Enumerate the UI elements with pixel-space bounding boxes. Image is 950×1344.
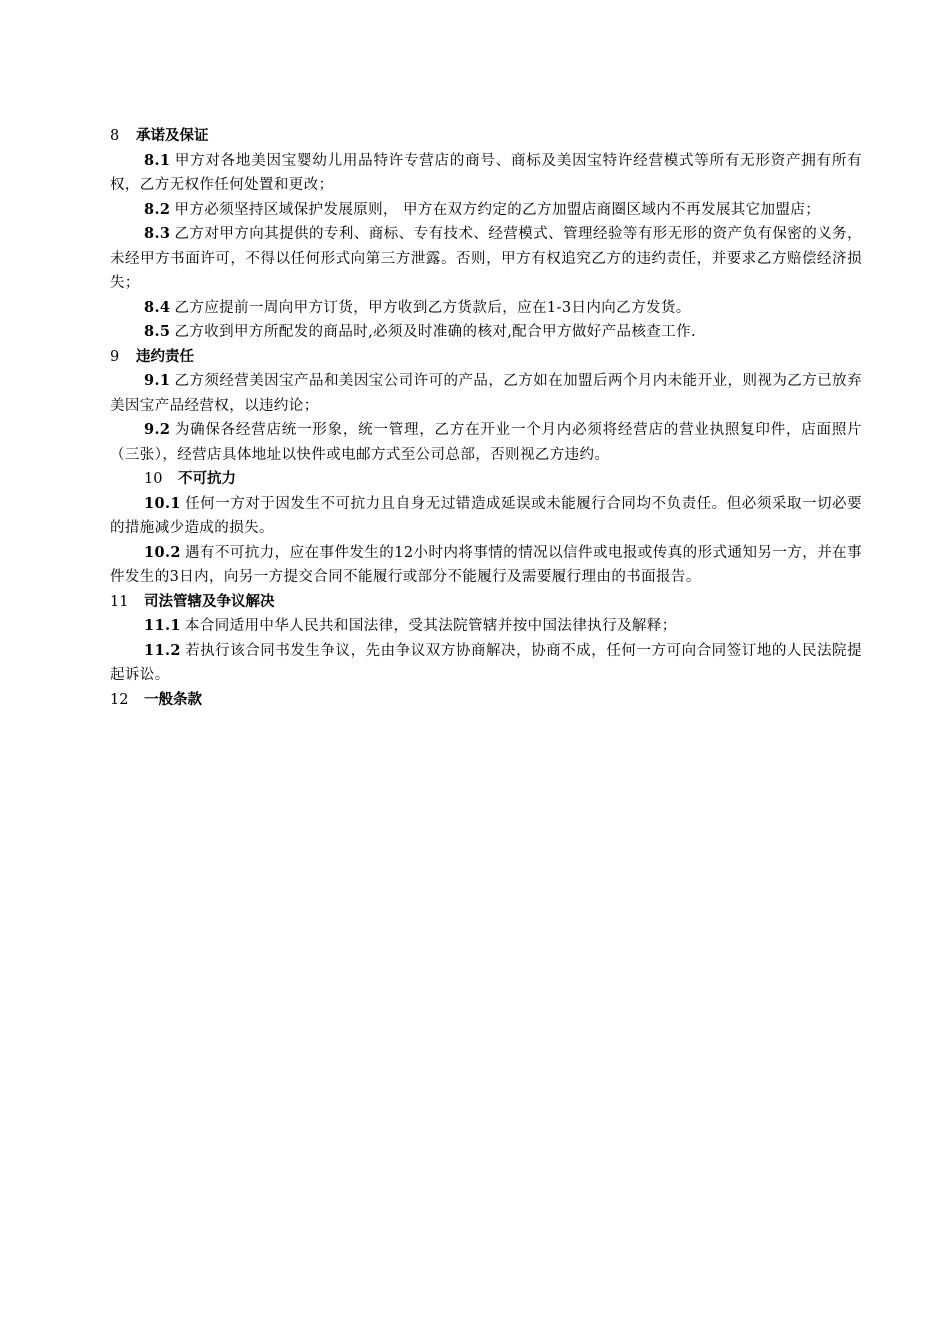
section-title: 违约责任 (136, 348, 194, 365)
section-title: 一般条款 (144, 691, 202, 708)
clause-text: 甲方对各地美因宝婴幼儿用品特许专营店的商号、商标及美因宝特许经营模式等所有无形资产拥有所有权，乙方无权作任何处置和更改； (110, 152, 862, 193)
clause-number: 10.2 (144, 543, 181, 561)
clause-text: 乙方收到甲方所配发的商品时,必须及时准确的核对,配合甲方做好产品核查工作. (174, 324, 697, 340)
section-number: 9 (110, 348, 120, 365)
clause-9-1 (110, 369, 862, 418)
clause-8-4 (110, 296, 862, 321)
clause-number: 11.1 (144, 617, 181, 634)
clause-number: 8.4 (144, 298, 171, 316)
section-title: 司法管辖及争议解决 (144, 593, 275, 610)
section-heading-12 (110, 688, 862, 713)
section-heading-8 (110, 124, 862, 149)
section-title: 不可抗力 (178, 471, 236, 487)
clause-number: 8.2 (144, 200, 171, 218)
clause-text: 甲方必须坚持区域保护发展原则， 甲方在双方约定的乙方加盟店商圈区域内不再发展其它加盟店； (174, 201, 821, 218)
section-heading-10 (110, 467, 862, 492)
section-number: 8 (110, 128, 120, 144)
clause-number: 8.5 (144, 323, 171, 340)
clause-number: 8.3 (144, 225, 171, 242)
clause-8-1 (110, 149, 862, 198)
clause-text: 若执行该合同书发生争议，先由争议双方协商解决，协商不成，任何一方可向合同签订地的人民法院提起诉讼。 (110, 642, 862, 683)
clause-text: 任何一方对于因发生不可抗力且自身无过错造成延误或未能履行合同均不负责任。但必须采取一切必要的措施减少造成的损失。 (110, 495, 862, 536)
clause-text: 乙方须经营美因宝产品和美因宝公司许可的产品，乙方如在加盟后两个月内未能开业，则视为乙方已放弃美因宝产品经营权，以违约论； (110, 373, 862, 414)
clause-text: 遇有不可抗力，应在事件发生的12小时内将事情的情况以信件或电报或传真的形式通知另一方，并在事件发生的3日内，向另一方提交合同不能履行或部分不能履行及需要履行理由的书面报告。 (110, 544, 862, 585)
section-number: 11 (110, 593, 129, 610)
section-title: 承诺及保证 (136, 128, 209, 144)
clause-text: 乙方应提前一周向甲方订货，甲方收到乙方货款后，应在1-3日内向乙方发货。 (174, 299, 691, 316)
clause-number: 9.2 (144, 421, 171, 438)
clause-number: 9.1 (144, 372, 171, 389)
section-number: 12 (110, 691, 129, 708)
clause-text: 为确保各经营店统一形象，统一管理，乙方在开业一个月内必须将经营店的营业执照复印件，店面照片（三张），经营店具体地址以快件或电邮方式至公司总部，否则视乙方违约。 (110, 422, 862, 463)
document-body (110, 124, 862, 712)
section-heading-9 (110, 345, 862, 370)
clause-text: 乙方对甲方向其提供的专利、商标、专有技术、经营模式、管理经验等有形无形的资产负有保密的义务，未经甲方书面许可，不得以任何形式向第三方泄露。否则，甲方有权追究乙方的违约责任，并要求乙方赔偿经济损失； (110, 226, 862, 291)
section-heading-11 (110, 590, 862, 615)
clause-8-5 (110, 320, 862, 345)
clause-11-1 (110, 614, 862, 639)
clause-number: 10.1 (144, 494, 181, 512)
clause-8-2 (110, 198, 862, 223)
clause-10-1 (110, 492, 862, 541)
clause-10-2 (110, 541, 862, 590)
clause-text: 本合同适用中华人民共和国法律，受其法院管辖并按中国法律执行及解释； (184, 618, 677, 634)
clause-9-2 (110, 418, 862, 467)
clause-number: 11.2 (144, 641, 181, 659)
clause-11-2 (110, 639, 862, 688)
clause-8-3 (110, 222, 862, 296)
section-number: 10 (144, 471, 163, 487)
clause-number: 8.1 (144, 151, 171, 169)
